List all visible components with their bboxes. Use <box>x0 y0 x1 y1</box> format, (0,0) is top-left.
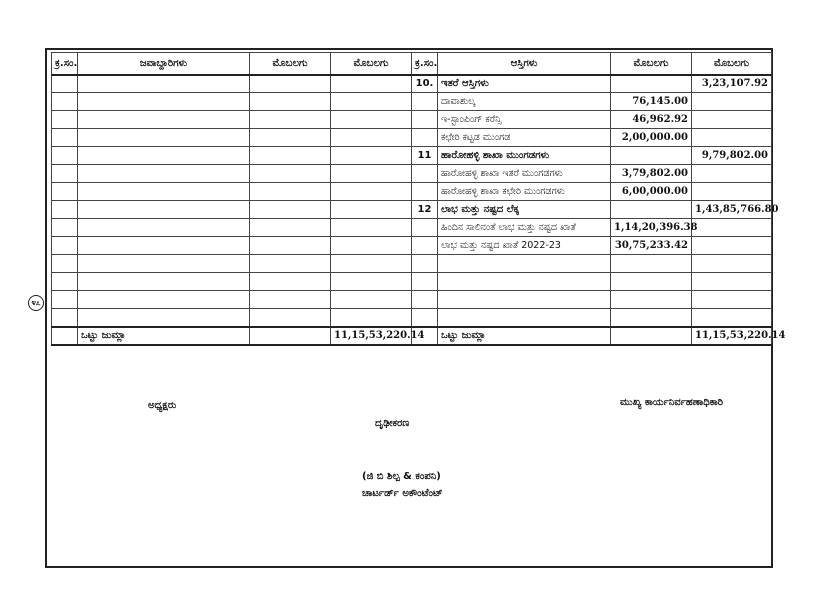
table-row <box>52 75 772 93</box>
row-total-amount <box>692 183 772 201</box>
row-total-amount <box>692 255 772 273</box>
row-asset-name: ಲಾಭ ಮತ್ತು ನಷ್ಟದ ಖಾತೆ 2022-23 <box>438 237 611 255</box>
row-total-amount <box>692 237 772 255</box>
row-liability <box>78 183 250 201</box>
row-asset-name <box>438 273 611 291</box>
row-amount-1 <box>250 93 331 111</box>
row-amount-1 <box>250 129 331 147</box>
row-left-sno <box>52 309 78 327</box>
header-liabilities: ಜವಾಬ್ದಾರಿಗಳು <box>78 53 250 75</box>
row-left-sno <box>52 183 78 201</box>
row-left-sno <box>52 147 78 165</box>
row-liability <box>78 165 250 183</box>
row-amount-2 <box>331 273 412 291</box>
auditor-designation: ಚಾರ್ಟರ್ಡ್ ಅಕೌಂಟೆಂಟ್ <box>362 488 443 499</box>
row-left-sno <box>52 201 78 219</box>
row-amount-2 <box>331 147 412 165</box>
row-liability <box>78 129 250 147</box>
row-sub-amount: 76,145.00 <box>611 93 692 111</box>
table-row <box>52 129 772 147</box>
row-asset-name: ಹಾರೋಹಳ್ಳಿ ಶಾಖಾ ಇತರೆ ಮುಂಗಡಗಳು <box>438 165 611 183</box>
row-asset-name <box>438 255 611 273</box>
row-amount-1 <box>250 237 331 255</box>
total-right-amount: 11,15,53,220.14 <box>692 327 772 345</box>
row-sub-amount <box>611 291 692 309</box>
row-asset-sno <box>412 255 438 273</box>
row-total-amount <box>692 129 772 147</box>
row-liability <box>78 291 250 309</box>
row-asset-sno <box>412 111 438 129</box>
row-sub-amount <box>611 75 692 93</box>
president-signature-label: ಅಧ್ಯಕ್ಷರು <box>148 400 177 411</box>
row-liability <box>78 309 250 327</box>
table-row <box>52 237 772 255</box>
row-asset-sno <box>412 237 438 255</box>
row-left-sno <box>52 165 78 183</box>
table-row <box>52 309 772 327</box>
row-sub-amount <box>611 309 692 327</box>
row-left-sno <box>52 75 78 93</box>
header-amount-1: ಮೊಬಲಗು <box>250 53 331 75</box>
row-total-amount <box>692 309 772 327</box>
row-liability <box>78 111 250 129</box>
row-total-amount <box>692 273 772 291</box>
row-asset-name: ಹಾರೋಹಳ್ಳಿ ಶಾಖಾ ಮುಂಗಡಗಳು <box>438 147 611 165</box>
total-row <box>52 327 772 345</box>
row-liability <box>78 75 250 93</box>
row-asset-name: ಹಾರೋಹಳ್ಳಿ ಶಾಖಾ ಕಛೇರಿ ಮುಂಗಡಗಳು <box>438 183 611 201</box>
certification-label: ದೃಢೀಕರಣ <box>375 418 410 429</box>
row-total-amount: 3,23,107.92 <box>692 75 772 93</box>
header-amount-2: ಮೊಬಲಗು <box>331 53 412 75</box>
total-sno-left <box>52 327 78 345</box>
total-right-label: ಒಟ್ಟು ಜುಮ್ಲಾ <box>438 327 611 345</box>
table-row <box>52 273 772 291</box>
row-liability <box>78 147 250 165</box>
row-asset-name <box>438 291 611 309</box>
row-sub-amount: 6,00,000.00 <box>611 183 692 201</box>
row-liability <box>78 237 250 255</box>
header-amount-4: ಮೊಬಲಗು <box>692 53 772 75</box>
row-asset-sno: 11 <box>412 147 438 165</box>
header-assets: ಆಸ್ತಿಗಳು <box>438 53 611 75</box>
row-asset-sno <box>412 93 438 111</box>
table-header-row <box>52 53 772 75</box>
row-amount-2 <box>331 129 412 147</box>
row-liability <box>78 273 250 291</box>
row-asset-name <box>438 309 611 327</box>
row-amount-1 <box>250 309 331 327</box>
page-number-mark: ೪೭ <box>28 295 44 311</box>
row-total-amount <box>692 111 772 129</box>
row-amount-1 <box>250 255 331 273</box>
row-sub-amount: 1,14,20,396.38 <box>611 219 692 237</box>
row-total-amount <box>692 291 772 309</box>
row-amount-2 <box>331 237 412 255</box>
header-sno-left: ಕ್ರ.ಸಂ. <box>52 53 78 75</box>
header-sno-right: ಕ್ರ.ಸಂ. <box>412 53 438 75</box>
header-amount-3: ಮೊಬಲಗು <box>611 53 692 75</box>
row-sub-amount <box>611 273 692 291</box>
ceo-signature-label: ಮುಖ್ಯ ಕಾರ್ಯನಿರ್ವಹಣಾಧಿಕಾರಿ <box>620 397 724 408</box>
table-row <box>52 219 772 237</box>
row-amount-1 <box>250 147 331 165</box>
row-amount-2 <box>331 165 412 183</box>
table-row <box>52 93 772 111</box>
total-left-label: ಒಟ್ಟು ಜುಮ್ಲಾ <box>78 327 250 345</box>
auditor-firm-name: (ಜಿ ಬಿ ಶಿಲ್ಪ & ಕಂಪನಿ) <box>362 471 441 482</box>
row-amount-1 <box>250 273 331 291</box>
row-amount-2 <box>331 75 412 93</box>
row-liability <box>78 201 250 219</box>
row-amount-1 <box>250 219 331 237</box>
row-asset-sno <box>412 129 438 147</box>
row-total-amount <box>692 165 772 183</box>
row-asset-name: ಇತರೆ ಆಸ್ತಿಗಳು <box>438 75 611 93</box>
row-amount-2 <box>331 201 412 219</box>
row-asset-sno <box>412 183 438 201</box>
row-asset-sno: 12 <box>412 201 438 219</box>
row-amount-2 <box>331 291 412 309</box>
row-amount-2 <box>331 309 412 327</box>
row-amount-2 <box>331 183 412 201</box>
row-left-sno <box>52 273 78 291</box>
row-left-sno <box>52 237 78 255</box>
table-row <box>52 183 772 201</box>
total-left-blank <box>250 327 331 345</box>
row-amount-1 <box>250 183 331 201</box>
row-left-sno <box>52 219 78 237</box>
row-amount-2 <box>331 255 412 273</box>
row-left-sno <box>52 255 78 273</box>
row-asset-name: ಲಾಭ ಮತ್ತು ನಷ್ಟದ ಲೆಕ್ಕ <box>438 201 611 219</box>
row-amount-1 <box>250 291 331 309</box>
row-sub-amount: 46,962.92 <box>611 111 692 129</box>
row-asset-name: ಕಛೇರಿ ಕಟ್ಟಡ ಮುಂಗಡ <box>438 129 611 147</box>
row-amount-1 <box>250 201 331 219</box>
table-row <box>52 255 772 273</box>
row-amount-2 <box>331 111 412 129</box>
row-asset-sno <box>412 291 438 309</box>
row-asset-sno <box>412 273 438 291</box>
row-sub-amount: 3,79,802.00 <box>611 165 692 183</box>
row-total-amount: 1,43,85,766.80 <box>692 201 772 219</box>
row-sub-amount: 2,00,000.00 <box>611 129 692 147</box>
row-sub-amount <box>611 147 692 165</box>
total-left-amount: 11,15,53,220.14 <box>331 327 412 345</box>
balance-sheet-table <box>51 52 786 346</box>
row-asset-sno <box>412 309 438 327</box>
row-liability <box>78 93 250 111</box>
row-total-amount: 9,79,802.00 <box>692 147 772 165</box>
table-row <box>52 201 772 219</box>
table-row <box>52 291 772 309</box>
row-left-sno <box>52 93 78 111</box>
row-asset-sno: 10. <box>412 75 438 93</box>
table-row <box>52 147 772 165</box>
row-sub-amount <box>611 201 692 219</box>
row-amount-1 <box>250 75 331 93</box>
row-liability <box>78 255 250 273</box>
row-liability <box>78 219 250 237</box>
row-asset-name: ಹಿಂದಿನ ಸಾಲಿನಂತೆ ಲಾಭ ಮತ್ತು ನಷ್ಟದ ಖಾತೆ <box>438 219 611 237</box>
row-total-amount <box>692 93 772 111</box>
row-left-sno <box>52 111 78 129</box>
row-sub-amount: 30,75,233.42 <box>611 237 692 255</box>
total-right-blank <box>611 327 692 345</box>
row-asset-name: ದಾವಾಶುಲ್ಕ <box>438 93 611 111</box>
table-row <box>52 165 772 183</box>
row-total-amount <box>692 219 772 237</box>
row-left-sno <box>52 129 78 147</box>
row-asset-sno <box>412 219 438 237</box>
row-amount-2 <box>331 219 412 237</box>
row-asset-name: ಇ-ಸ್ಟಾಂಪಿಂಗ್ ಕರೆನ್ಸಿ <box>438 111 611 129</box>
table-row <box>52 111 772 129</box>
row-left-sno <box>52 291 78 309</box>
row-sub-amount <box>611 255 692 273</box>
row-amount-2 <box>331 93 412 111</box>
row-amount-1 <box>250 165 331 183</box>
row-amount-1 <box>250 111 331 129</box>
row-asset-sno <box>412 165 438 183</box>
